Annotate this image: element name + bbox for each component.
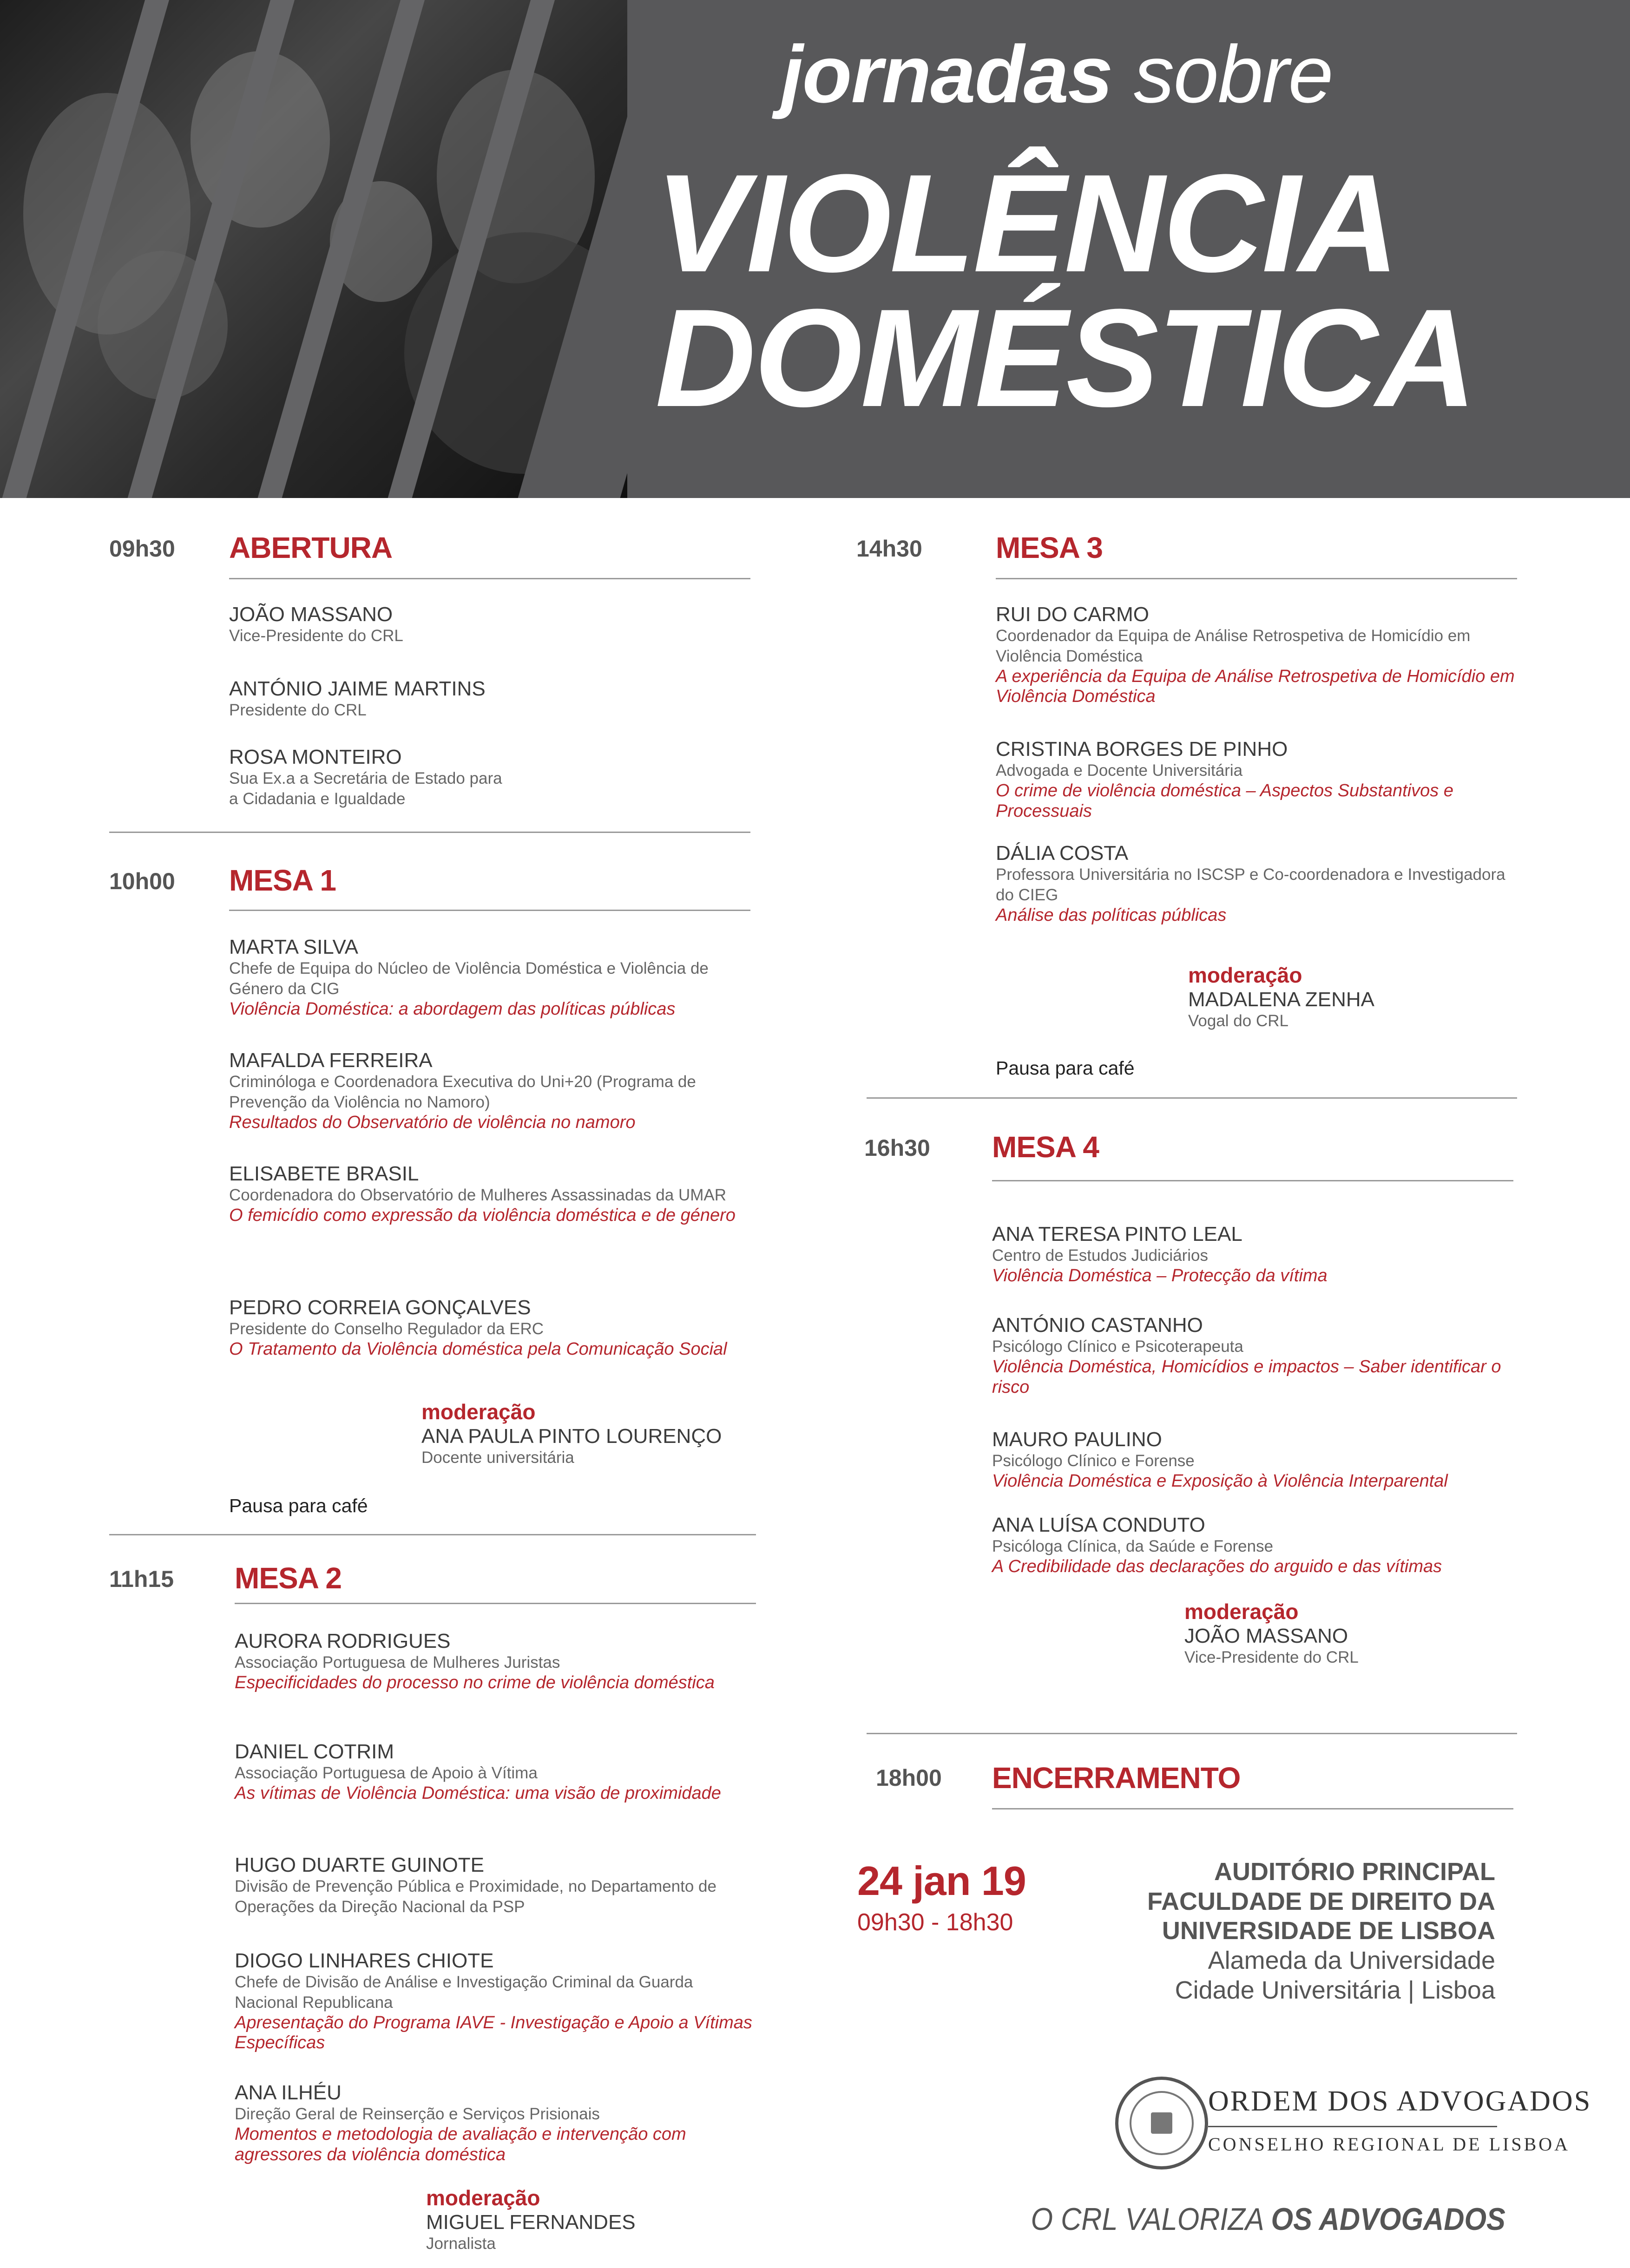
speaker-block <box>235 1949 755 2053</box>
event-venue <box>1147 1857 1495 2006</box>
speaker-name: MAURO PAULINO <box>992 1428 1162 1451</box>
speaker-block <box>229 1296 749 1360</box>
venue-line: AUDITÓRIO PRINCIPAL <box>1214 1858 1495 1886</box>
speaker-block <box>229 746 749 809</box>
section-title-mesa-4: MESA 4 <box>992 1130 1099 1164</box>
moderator-role: Jornalista <box>426 2235 496 2253</box>
time-mesa-4: 16h30 <box>864 1135 930 1161</box>
speaker-name: PEDRO CORREIA GONÇALVES <box>229 1296 531 1319</box>
event-date: 24 jan 19 <box>857 1858 1026 1904</box>
moderator-role: Docente universitária <box>421 1449 574 1467</box>
speaker-name: ROSA MONTEIRO <box>229 746 402 768</box>
talk-title: A experiência da Equipa de Análise Retrospetiva de Homicídio em Violência Doméstica <box>996 666 1515 707</box>
tagline <box>1031 2201 1505 2237</box>
section-title-encerramento: ENCERRAMENTO <box>992 1761 1241 1795</box>
section-rule <box>229 910 750 911</box>
speaker-role: Psicólogo Clínico e Psicoterapeuta <box>992 1337 1243 1356</box>
section-rule <box>992 1808 1513 1809</box>
talk-title: Violência Doméstica – Protecção da vítima <box>992 1266 1328 1286</box>
time-mesa-3: 14h30 <box>856 536 922 562</box>
section-rule <box>996 578 1517 579</box>
speaker-block <box>229 1162 749 1226</box>
header-photo <box>0 0 627 498</box>
speaker-name: AURORA RODRIGUES <box>235 1630 451 1652</box>
speaker-name: DÁLIA COSTA <box>996 842 1129 865</box>
section-rule <box>229 578 750 579</box>
speaker-block <box>235 1854 755 1917</box>
speaker-block <box>235 1630 755 1693</box>
talk-title: O femicídio como expressão da violência doméstica e de género <box>229 1206 736 1226</box>
venue-line: UNIVERSIDADE DE LISBOA <box>1162 1917 1495 1945</box>
speaker-role: Chefe de Equipa do Núcleo de Violência Doméstica e Violência de Género da CIG <box>229 959 709 998</box>
speaker-role: Psicólogo Clínico e Forense <box>992 1452 1195 1470</box>
section-title-abertura: ABERTURA <box>229 531 393 564</box>
speaker-role: Chefe de Divisão de Análise e Investigação Criminal da Guarda Nacional Republicana <box>235 1973 693 2012</box>
talk-title: A Credibilidade das declarações do arguido e das vítimas <box>992 1557 1442 1577</box>
coffee-break: Pausa para café <box>229 1495 368 1516</box>
speaker-name: HUGO DUARTE GUINOTE <box>235 1854 485 1876</box>
section-divider <box>109 832 750 833</box>
moderation-block <box>1188 963 1513 1031</box>
speaker-block <box>992 1514 1512 1577</box>
title-line-2: VIOLÊNCIA <box>655 145 1398 301</box>
speaker-name: DIOGO LINHARES CHIOTE <box>235 1949 494 1972</box>
time-abertura: 09h30 <box>109 536 175 562</box>
speaker-role: Advogada e Docente Universitária <box>996 761 1243 780</box>
speaker-name: MAFALDA FERREIRA <box>229 1049 433 1072</box>
moderator-name: JOÃO MASSANO <box>1184 1625 1348 1648</box>
speaker-role: Psicóloga Clínica, da Saúde e Forense <box>992 1537 1274 1556</box>
title-line-1 <box>781 28 1333 121</box>
title-line-3: DOMÉSTICA <box>655 280 1475 436</box>
speaker-block <box>992 1428 1512 1492</box>
speaker-name: CRISTINA BORGES DE PINHO <box>996 738 1288 760</box>
speaker-name: JOÃO MASSANO <box>229 603 393 626</box>
moderation-label: moderação <box>426 2186 540 2210</box>
section-title-mesa-3: MESA 3 <box>996 531 1103 564</box>
section-title-mesa-2: MESA 2 <box>235 1561 342 1595</box>
speaker-block <box>996 842 1516 925</box>
moderator-name: MADALENA ZENHA <box>1188 988 1374 1011</box>
speaker-block <box>235 1740 755 1804</box>
section-divider <box>109 1534 756 1535</box>
speaker-name: ELISABETE BRASIL <box>229 1162 419 1185</box>
speaker-role: Associação Portuguesa de Apoio à Vítima <box>235 1764 538 1783</box>
speaker-role: Sua Ex.a a Secretária de Estado para <box>229 769 502 788</box>
talk-title: O crime de violência doméstica – Aspectos Substantivos e Processuais <box>996 781 1453 821</box>
venue-address: Cidade Universitária | Lisboa <box>1175 1976 1495 2004</box>
speaker-role-line-2: a Cidadania e Igualdade <box>229 790 406 808</box>
time-mesa-2: 11h15 <box>109 1566 174 1592</box>
time-mesa-1: 10h00 <box>109 868 175 894</box>
speaker-block <box>229 936 749 1019</box>
speaker-block <box>996 603 1516 707</box>
moderation-block <box>421 1399 747 1468</box>
section-divider <box>867 1097 1517 1099</box>
seal-emblem <box>1151 2112 1172 2134</box>
moderation-block <box>1184 1599 1510 1668</box>
speaker-name: ANA LUÍSA CONDUTO <box>992 1514 1205 1536</box>
talk-title: Análise das políticas públicas <box>996 905 1227 925</box>
title-word-jornadas: jornadas <box>781 29 1112 120</box>
speaker-name: RUI DO CARMO <box>996 603 1149 626</box>
speaker-name: DANIEL COTRIM <box>235 1740 394 1763</box>
moderator-role: Vice-Presidente do CRL <box>1184 1648 1359 1667</box>
speaker-block <box>229 603 749 646</box>
moderation-label: moderação <box>1188 963 1302 987</box>
speaker-role: Vice-Presidente do CRL <box>229 627 403 645</box>
speaker-role: Direção Geral de Reinserção e Serviços Prisionais <box>235 2105 600 2124</box>
title-word-sobre: sobre <box>1134 29 1333 120</box>
section-rule <box>992 1180 1513 1181</box>
moderation-block <box>426 2185 751 2254</box>
speaker-block <box>229 1049 749 1133</box>
speaker-name: ANTÓNIO CASTANHO <box>992 1314 1203 1337</box>
moderator-name: ANA PAULA PINTO LOURENÇO <box>421 1425 722 1448</box>
speaker-role: Presidente do Conselho Regulador da ERC <box>229 1320 544 1338</box>
org-subtitle: CONSELHO REGIONAL DE LISBOA <box>1208 2134 1571 2155</box>
moderation-label: moderação <box>1184 1599 1299 1624</box>
section-divider <box>867 1733 1517 1734</box>
speaker-name: ANTÓNIO JAIME MARTINS <box>229 677 486 700</box>
coffee-break: Pausa para café <box>996 1057 1135 1079</box>
venue-line: FACULDADE DE DIREITO DA <box>1147 1887 1495 1915</box>
talk-title: Violência Doméstica: a abordagem das políticas públicas <box>229 999 676 1019</box>
talk-title: O Tratamento da Violência doméstica pela Comunicação Social <box>229 1339 727 1359</box>
org-name: ORDEM DOS ADVOGADOS <box>1208 2085 1592 2117</box>
speaker-role: Professora Universitária no ISCSP e Co-coordenadora e Investigadora do CIEG <box>996 865 1505 905</box>
speaker-name: MARTA SILVA <box>229 936 358 958</box>
talk-title: Violência Doméstica, Homicídios e impactos – Saber identificar o risco <box>992 1357 1501 1397</box>
speaker-block <box>992 1314 1512 1397</box>
speaker-name: ANA TERESA PINTO LEAL <box>992 1223 1242 1245</box>
section-title-mesa-1: MESA 1 <box>229 864 336 897</box>
talk-title: Resultados do Observatório de violência no namoro <box>229 1112 636 1132</box>
speaker-block <box>996 738 1516 821</box>
speaker-block <box>992 1223 1512 1286</box>
moderator-role: Vogal do CRL <box>1188 1012 1288 1030</box>
venue-address: Alameda da Universidade <box>1208 1947 1495 1975</box>
talk-title: Momentos e metodologia de avaliação e intervenção com agressores da violência doméstica <box>235 2124 686 2164</box>
speaker-role: Coordenador da Equipa de Análise Retrospetiva de Homicídio em Violência Doméstica <box>996 627 1471 666</box>
speaker-name: ANA ILHÉU <box>235 2081 342 2104</box>
tagline-part-2: OS ADVOGADOS <box>1271 2202 1505 2237</box>
moderation-label: moderação <box>421 1400 536 1424</box>
talk-title: Violência Doméstica e Exposição à Violência Interparental <box>992 1471 1448 1491</box>
talk-title: Especificidades do processo no crime de violência doméstica <box>235 1673 715 1693</box>
speaker-role: Associação Portuguesa de Mulheres Juristas <box>235 1653 560 1672</box>
speaker-role: Presidente do CRL <box>229 701 367 720</box>
speaker-role: Divisão de Prevenção Pública e Proximidade, no Departamento de Operações da Direção Nacional da PSP <box>235 1877 716 1916</box>
org-divider <box>1208 2126 1497 2127</box>
time-encerramento: 18h00 <box>876 1765 942 1791</box>
tagline-part-1: O CRL VALORIZA <box>1031 2202 1263 2237</box>
moderator-name: MIGUEL FERNANDES <box>426 2211 636 2234</box>
header-banner <box>0 0 1630 498</box>
section-rule <box>235 1603 756 1604</box>
speaker-role: Centro de Estudos Judiciários <box>992 1246 1208 1265</box>
speaker-block <box>229 677 749 721</box>
event-hours: 09h30 - 18h30 <box>857 1909 1013 1936</box>
speaker-role: Criminóloga e Coordenadora Executiva do Uni+20 (Programa de Prevenção da Violência no Namoro) <box>229 1073 696 1112</box>
speaker-role: Coordenadora do Observatório de Mulheres Assassinadas da UMAR <box>229 1186 727 1205</box>
talk-title: Apresentação do Programa IAVE - Investigação e Apoio a Vítimas Específicas <box>235 2012 752 2053</box>
seal-icon <box>1115 2077 1208 2170</box>
speaker-block <box>235 2081 755 2165</box>
talk-title: As vítimas de Violência Doméstica: uma visão de proximidade <box>235 1783 721 1803</box>
